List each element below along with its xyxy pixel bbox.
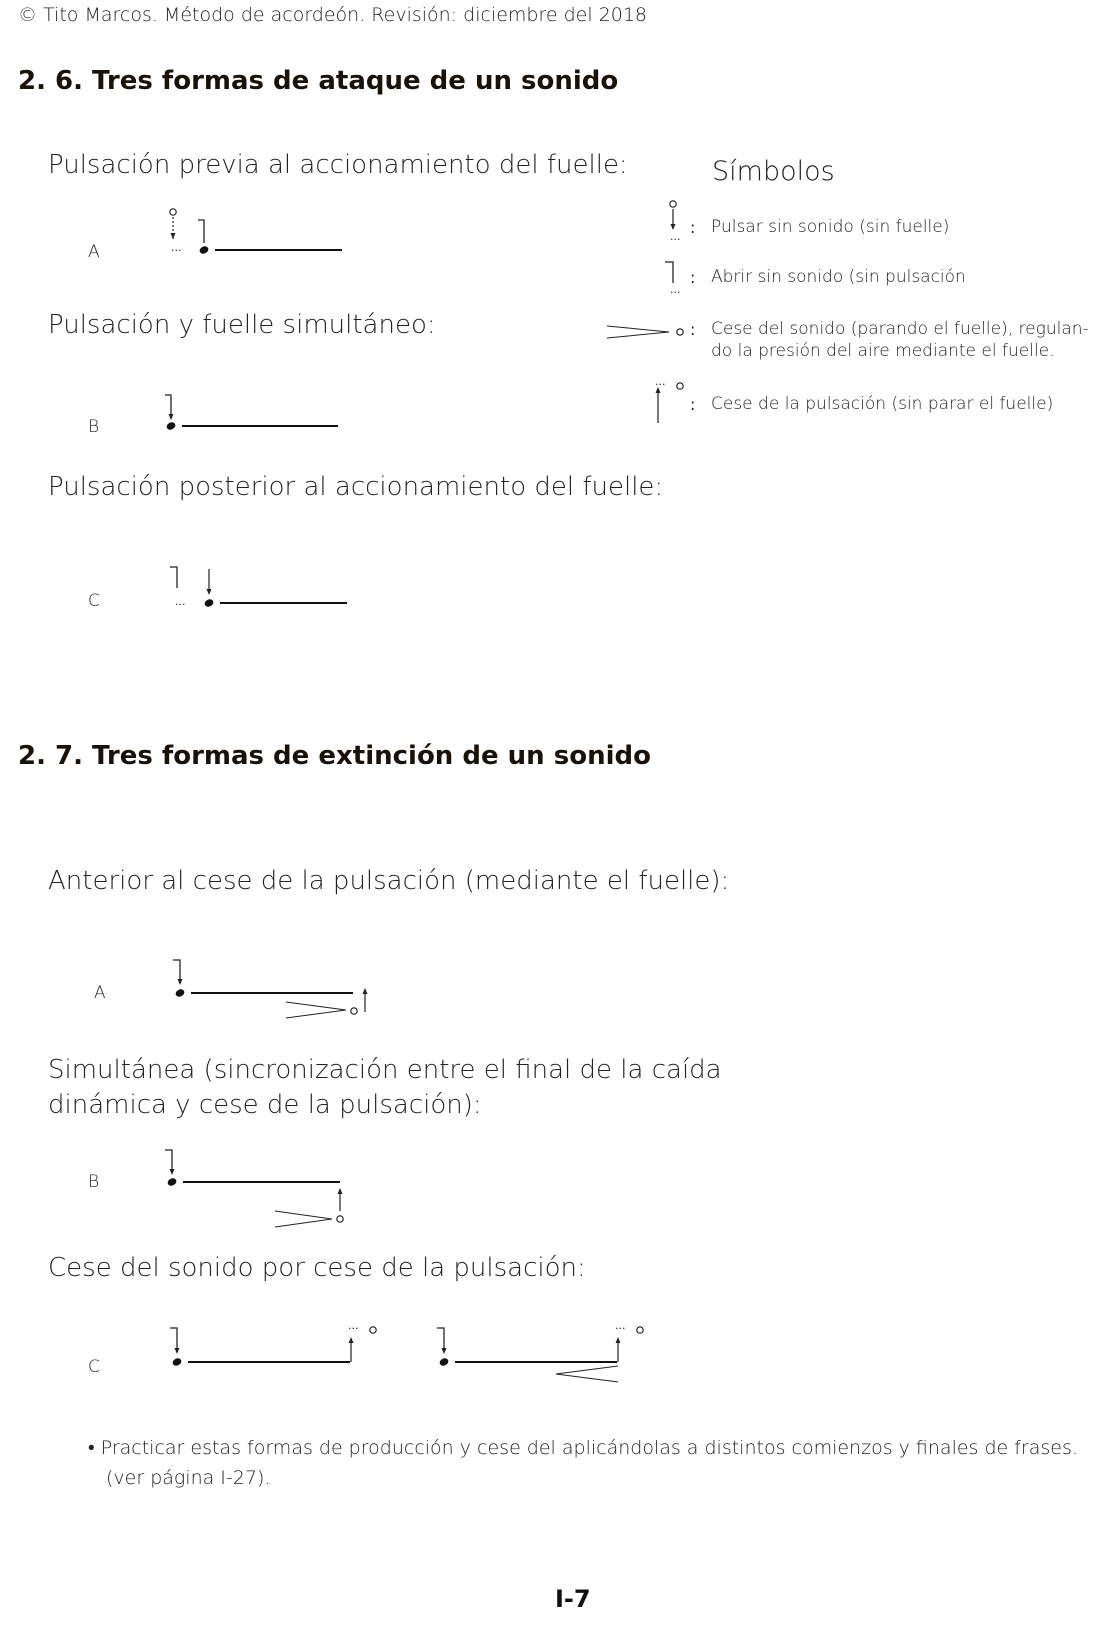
svg-text:···: ··· (670, 233, 681, 246)
svg-text:···: ··· (348, 1322, 359, 1335)
svg-text:···: ··· (171, 244, 182, 257)
symbols-title: Símbolos (712, 156, 835, 187)
svg-text:···: ··· (615, 1322, 626, 1335)
page-header: © Tito Marcos. Método de acordeón. Revisión: diciembre del 2018 (18, 4, 648, 26)
extinction-a-letter: A (94, 983, 106, 1003)
extinction-c-letter: C (88, 1357, 100, 1377)
note-text-line1: Practicar estas formas de producción y cese del aplicándolas a distintos comienzos y finales de frases. (100, 1437, 1078, 1459)
extinction-a-notation (168, 955, 388, 1025)
press-silent-icon (660, 197, 690, 247)
page-number: I-7 (555, 1585, 591, 1613)
open-silent-icon (660, 258, 690, 298)
extinction-b-letter: B (88, 1172, 100, 1192)
svg-text:···: ··· (670, 286, 681, 299)
svg-text:···: ··· (655, 378, 666, 391)
attack-a-letter: A (88, 242, 100, 262)
section-heading-extinction: 2. 7. Tres formas de extinción de un sonido (18, 741, 651, 771)
attack-c-notation (165, 562, 365, 622)
note-bullet: • (88, 1437, 95, 1459)
symbol-3-text-line1: Cese del sonido (parando el fuelle), regulan- (711, 319, 1089, 339)
section-heading-attack: 2. 6. Tres formas de ataque de un sonido (18, 66, 619, 96)
release-key-icon (652, 380, 692, 425)
symbol-1-text: Pulsar sin sonido (sin fuelle) (711, 217, 950, 237)
symbol-1-colon: : (690, 218, 696, 237)
extinction-c-label: Cese del sonido por cese de la pulsación: (48, 1253, 586, 1283)
symbol-3-colon: : (690, 320, 696, 339)
extinction-c-notation-1 (165, 1322, 395, 1382)
symbol-2-text: Abrir sin sonido (sin pulsación (711, 267, 966, 287)
attack-b-notation (160, 390, 360, 440)
extinction-b-notation (160, 1145, 360, 1220)
decrescendo-stop-icon (605, 323, 685, 343)
attack-c-label: Pulsación posterior al accionamiento del fuelle: (48, 472, 664, 502)
attack-c-letter: C (88, 591, 100, 611)
attack-b-letter: B (88, 417, 100, 437)
symbol-2-colon: : (690, 268, 696, 287)
attack-a-label: Pulsación previa al accionamiento del fuelle: (48, 150, 628, 180)
extinction-b-label-line2: dinámica y cese de la pulsación): (48, 1090, 482, 1120)
extinction-a-label: Anterior al cese de la pulsación (mediante el fuelle): (48, 866, 730, 896)
note-line1 (88, 1437, 1078, 1460)
svg-text:···: ··· (175, 598, 186, 611)
attack-a-notation (160, 205, 360, 265)
symbol-3-text-line2: do la presión del aire mediante el fuelle. (711, 341, 1055, 361)
extinction-c-notation-2 (432, 1322, 662, 1397)
note-text-line2: (ver página I-27). (106, 1467, 271, 1489)
extinction-b-label-line1: Simultánea (sincronización entre el final de la caída (48, 1055, 722, 1085)
attack-b-label: Pulsación y fuelle simultáneo: (48, 310, 436, 340)
symbol-4-text: Cese de la pulsación (sin parar el fuelle) (711, 394, 1054, 414)
symbol-4-colon: : (690, 395, 696, 414)
